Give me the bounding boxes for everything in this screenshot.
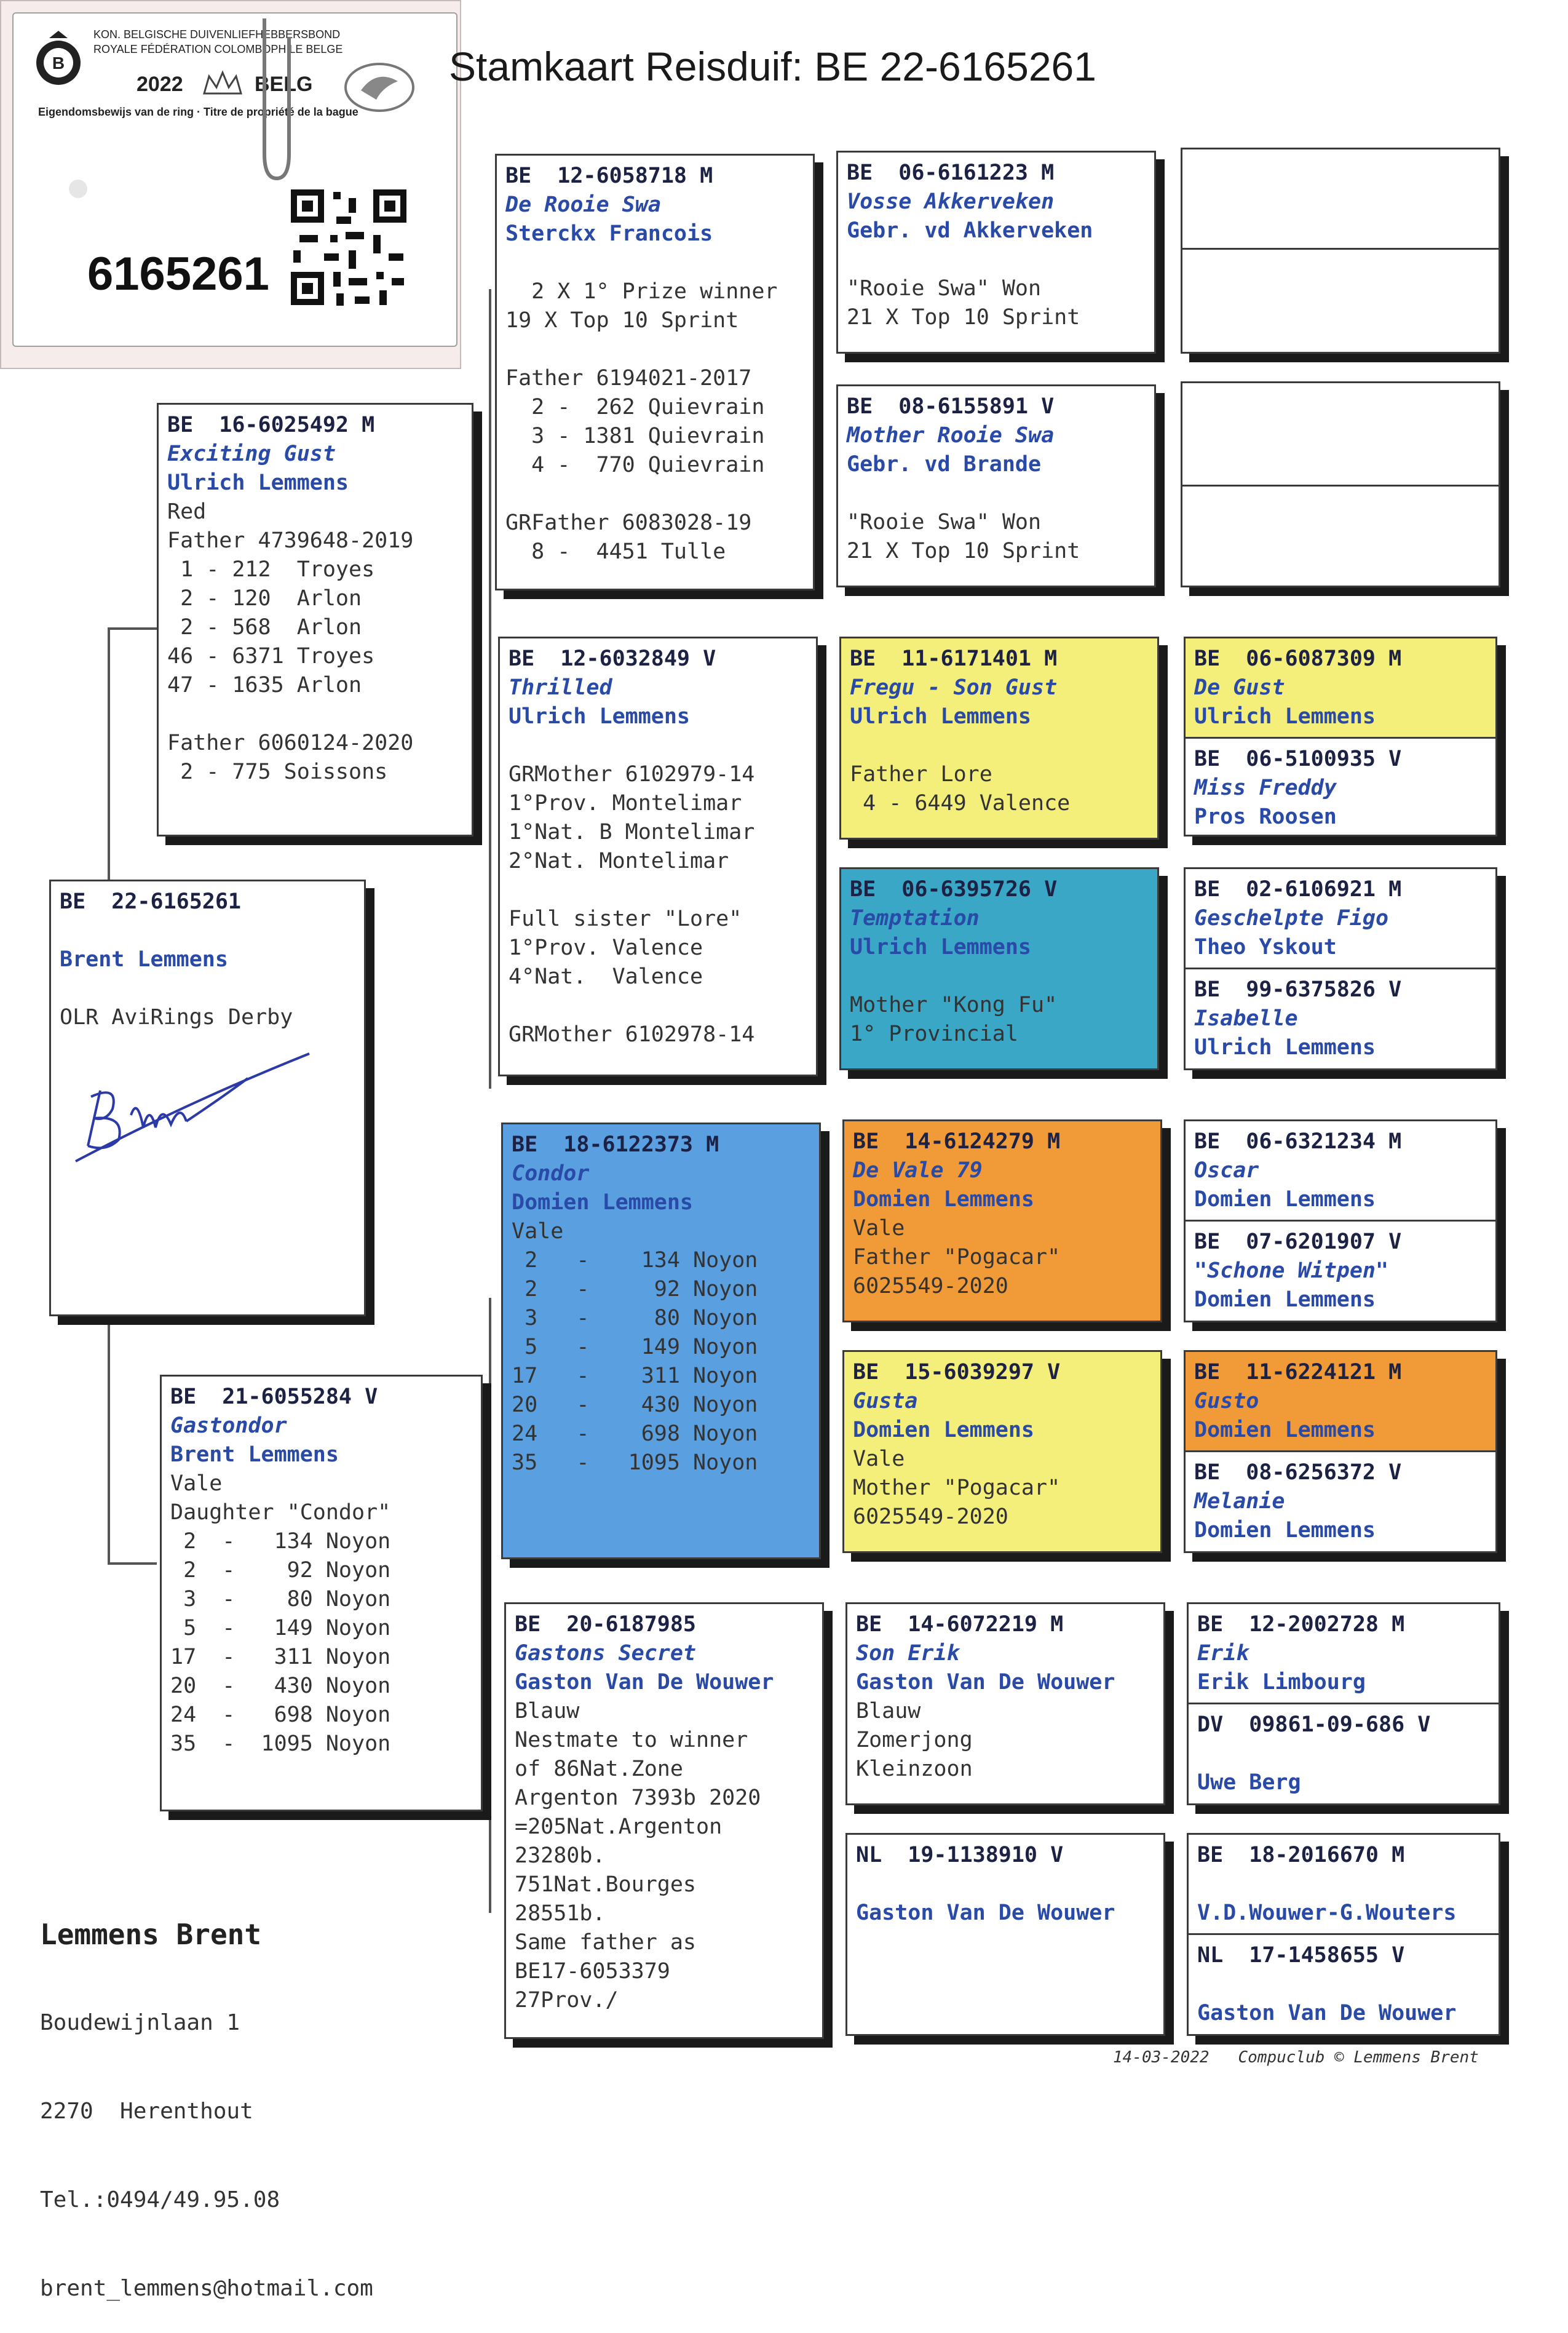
connector-sire [108, 627, 157, 630]
dam-line: 20 - 430 Noyon [170, 1674, 391, 1698]
sire-dam-card [498, 637, 818, 1076]
dam-sire-line: 3 - 80 Noyon [512, 1306, 758, 1330]
ssd-name: Mother Rooie Swa [847, 423, 1055, 448]
sire-ring: BE 16-6025492 M [167, 413, 375, 437]
ring-card [12, 12, 457, 347]
dam-sire-line: 2 - 92 Noyon [512, 1277, 758, 1302]
dam-sire-line: 24 - 698 Noyon [512, 1421, 758, 1446]
dam-line: 35 - 1095 Noyon [170, 1731, 391, 1756]
gen4-ring: DV 09861-09-686 V [1197, 1712, 1431, 1737]
gen4-breeder: Pros Roosen [1194, 805, 1337, 829]
dds-ring: BE 14-6072219 M [856, 1612, 1064, 1637]
sire-sire-line [505, 248, 804, 277]
sds-breeder: Ulrich Lemmens [850, 704, 1032, 729]
dam-sire-ring: BE 18-6122373 M [512, 1132, 719, 1157]
sds-line: Father Lore [850, 762, 992, 787]
dam-dam-card [504, 1602, 824, 2039]
sdd-breeder: Ulrich Lemmens [850, 935, 1032, 960]
sire-dam-line [509, 876, 807, 905]
ring-tag-number: 6165261 [87, 248, 269, 300]
sss-card [836, 151, 1156, 354]
gen4-name: "Schone Witpen" [1194, 1258, 1389, 1283]
gen4-ring: BE 06-6321234 M [1194, 1129, 1402, 1154]
dam-dam-line: 28551b. [515, 1901, 606, 1926]
dss-line: Father "Pogacar" [853, 1245, 1061, 1270]
sss-breeder: Gebr. vd Akkerveken [847, 218, 1093, 243]
sire-sire-line: Father 6194021-2017 [505, 366, 752, 391]
sire-dam-ring: BE 12-6032849 V [509, 646, 716, 671]
sire-line: Father 4739648-2019 [167, 528, 414, 553]
sire-sire-line: 4 - 770 Quievrain [505, 453, 765, 477]
dam-dam-line: 27Prov./ [515, 1988, 619, 2013]
sire-sire-line [505, 335, 804, 364]
gen4-ring: BE 02-6106921 M [1194, 877, 1402, 902]
gen4-ring: NL 17-1458655 V [1197, 1943, 1405, 1968]
dam-line: 2 - 92 Noyon [170, 1558, 391, 1583]
sire-sire-breeder: Sterckx Francois [505, 221, 713, 246]
gen4-card-2 [1181, 381, 1500, 587]
dds-breeder: Gaston Van De Wouwer [856, 1670, 1115, 1695]
dam-line: 17 - 311 Noyon [170, 1645, 391, 1669]
ring-country: BELG [255, 73, 313, 96]
sire-sire-name: De Rooie Swa [505, 193, 661, 217]
dam-line: 24 - 698 Noyon [170, 1703, 391, 1727]
sire-sire-ring: BE 12-6058718 M [505, 164, 713, 188]
sss-line [847, 245, 1146, 274]
sdd-ring: BE 06-6395726 V [850, 877, 1058, 902]
owner-name: Lemmens Brent [40, 1918, 262, 1951]
sdd-name: Temptation [850, 906, 980, 931]
ssd-line: "Rooie Swa" Won [847, 510, 1042, 535]
dds-card [845, 1602, 1165, 1805]
ddd-ring: NL 19-1138910 V [856, 1843, 1064, 1867]
svg-text:B: B [52, 54, 65, 73]
qr-code-icon [287, 186, 410, 309]
sdd-card [839, 867, 1159, 1070]
dam-dam-line: Same father as [515, 1930, 697, 1955]
dsd-line: Mother "Pogacar" [853, 1476, 1061, 1500]
sire-name: Exciting Gust [167, 442, 336, 466]
sire-line: 1 - 212 Troyes [167, 557, 375, 582]
dss-line: Vale [853, 1216, 905, 1241]
dam-dam-breeder: Gaston Van De Wouwer [515, 1670, 774, 1695]
property-text: Eigendomsbewijs van de ring · Titre de propriété de la bague [38, 106, 358, 118]
sire-dam-line: 1°Nat. B Montelimar [509, 820, 755, 845]
sire-dam-line: GRMother 6102978-14 [509, 1022, 755, 1047]
owner-address [40, 1861, 373, 2333]
federation-logo-icon [31, 26, 86, 93]
dam-dam-name: Gastons Secret [515, 1641, 697, 1666]
gen4-card-8 [1187, 1833, 1500, 2036]
gen4-breeder: Theo Yskout [1194, 935, 1337, 960]
dam-line: 5 - 149 Noyon [170, 1616, 391, 1640]
owner-phone: Tel.:0494/49.95.08 [40, 2187, 280, 2212]
dam-dam-line: 23280b. [515, 1843, 606, 1868]
ddd-card [845, 1833, 1165, 2036]
dam-sire-line: 35 - 1095 Noyon [512, 1450, 758, 1475]
dss-line: 6025549-2020 [853, 1274, 1008, 1298]
dam-dam-line: 751Nat.Bourges [515, 1872, 697, 1897]
gen4-name: Miss Freddy [1194, 776, 1337, 800]
gen4-name: Melanie [1194, 1489, 1285, 1514]
sire-sire-card [495, 154, 815, 590]
ssd-ring: BE 08-6155891 V [847, 394, 1055, 419]
dds-line: Blauw [856, 1699, 921, 1723]
dam-dam-line: Blauw [515, 1699, 580, 1723]
dam-sire-line: 2 - 134 Noyon [512, 1248, 758, 1273]
dsd-line: Vale [853, 1447, 905, 1471]
gen4-breeder: Domien Lemmens [1194, 1518, 1376, 1543]
sire-dam-line: 4°Nat. Valence [509, 964, 703, 989]
sire-sire-line: 2 X 1° Prize winner [505, 279, 778, 304]
gen4-name: Oscar [1194, 1158, 1259, 1183]
dsd-ring: BE 15-6039297 V [853, 1360, 1061, 1385]
gen4-ring: BE 07-6201907 V [1194, 1230, 1402, 1254]
connector-sire-parents [489, 289, 491, 1089]
footer-credit: 14-03-2022 Compuclub © Lemmens Brent [1113, 2048, 1479, 2067]
sire-sire-line [505, 480, 804, 509]
dsd-line: 6025549-2020 [853, 1504, 1008, 1529]
gen4-name: Isabelle [1194, 1006, 1298, 1031]
dam-dam-ring: BE 20-6187985 [515, 1612, 697, 1637]
gen4-breeder: Domien Lemmens [1194, 1187, 1376, 1212]
connector-dam-parents [489, 1298, 491, 1913]
sire-sire-line: 2 - 262 Quievrain [505, 395, 765, 419]
gen4-ring: BE 11-6224121 M [1194, 1360, 1402, 1385]
gen4-ring: BE 06-6087309 M [1194, 646, 1402, 671]
dam-sire-line: Vale [512, 1219, 564, 1244]
connector-dam [108, 1562, 157, 1565]
page-title: Stamkaart Reisduif: BE 22-6165261 [449, 44, 1096, 89]
dam-ring: BE 21-6055284 V [170, 1385, 378, 1409]
sire-sire-line: 8 - 4451 Tulle [505, 539, 726, 564]
gen4-ring: BE 18-2016670 M [1197, 1843, 1405, 1867]
gen4-name: Erik [1197, 1641, 1249, 1666]
dam-dam-line: BE17-6053379 [515, 1959, 670, 1984]
gen4-name: Gusto [1194, 1389, 1259, 1413]
gen4-ring: BE 06-5100935 V [1194, 747, 1402, 771]
sire-line: Father 6060124-2020 [167, 731, 414, 755]
dsd-card [842, 1350, 1162, 1553]
dam-line: 2 - 134 Noyon [170, 1529, 391, 1554]
sire-dam-name: Thrilled [509, 675, 612, 700]
dam-dam-line: =205Nat.Argenton [515, 1814, 723, 1839]
gen4-breeder: V.D.Wouwer-G.Wouters [1197, 1901, 1457, 1925]
sire-dam-line: 1°Prov. Valence [509, 936, 703, 960]
sire-dam-line: GRMother 6102979-14 [509, 762, 755, 787]
sire-line: Red [167, 499, 207, 524]
sdd-line: 1° Provincial [850, 1022, 1018, 1046]
sss-line: "Rooie Swa" Won [847, 276, 1042, 301]
owner-email: brent_lemmens@hotmail.com [40, 2276, 373, 2301]
dam-line: Daughter "Condor" [170, 1500, 391, 1525]
ssd-line [847, 479, 1146, 508]
dss-ring: BE 14-6124279 M [853, 1129, 1061, 1154]
signature-icon [63, 1041, 322, 1164]
gen4-breeder: Domien Lemmens [1194, 1418, 1376, 1442]
gen4-ring: BE 99-6375826 V [1194, 977, 1402, 1002]
gen4-ring: BE 08-6256372 V [1194, 1460, 1402, 1485]
gen4-breeder: Erik Limbourg [1197, 1670, 1366, 1695]
dam-sire-line: 5 - 149 Noyon [512, 1335, 758, 1359]
ddd-breeder: Gaston Van De Wouwer [856, 1901, 1115, 1925]
gen4-card-5 [1184, 1119, 1497, 1322]
ring-year: 2022 [137, 73, 183, 96]
gen4-breeder: Gaston Van De Wouwer [1197, 2001, 1457, 2025]
sire-dam-line [509, 731, 807, 760]
gen4-card-6 [1184, 1350, 1497, 1553]
ssd-breeder: Gebr. vd Brande [847, 452, 1042, 477]
dam-sire-name: Condor [512, 1161, 590, 1186]
pigeon-note: OLR AviRings Derby [60, 1005, 293, 1030]
sire-dam-line: 1°Prov. Montelimar [509, 791, 742, 816]
sds-line [850, 731, 1149, 760]
dam-sire-card [501, 1123, 821, 1559]
sire-sire-line: GRFather 6083028-19 [505, 511, 752, 535]
pigeon-card [49, 880, 366, 1316]
sss-line: 21 X Top 10 Sprint [847, 305, 1080, 330]
dds-line: Zomerjong [856, 1728, 973, 1752]
federation-line2: ROYALE FÉDÉRATION COLOMBOPHILE BELGE [93, 43, 343, 55]
dss-name: De Vale 79 [853, 1158, 983, 1183]
gen4-card-7 [1187, 1602, 1500, 1805]
dam-sire-breeder: Domien Lemmens [512, 1190, 694, 1215]
sire-line: 2 - 775 Soissons [167, 760, 388, 784]
dam-name: Gastondor [170, 1413, 287, 1438]
sire-dam-line [509, 992, 807, 1020]
sds-name: Fregu - Son Gust [850, 675, 1058, 700]
dsd-breeder: Domien Lemmens [853, 1418, 1035, 1442]
ssd-card [836, 384, 1156, 587]
gen4-breeder: Domien Lemmens [1194, 1287, 1376, 1312]
sss-name: Vosse Akkerveken [847, 189, 1055, 214]
dam-line: Vale [170, 1471, 223, 1496]
dam-sire-line: 17 - 311 Noyon [512, 1364, 758, 1388]
sdd-line [850, 962, 1149, 991]
owner-street: Boudewijnlaan 1 [40, 2010, 240, 2035]
federation-line1: KON. BELGISCHE DUIVENLIEFHEBBERSBOND [93, 28, 341, 41]
gen4-card-3 [1184, 637, 1497, 837]
gen4-breeder: Uwe Berg [1197, 1770, 1301, 1795]
sire-line: 2 - 568 Arlon [167, 615, 362, 640]
sire-line [167, 700, 463, 729]
sire-dam-breeder: Ulrich Lemmens [509, 704, 691, 729]
dam-sire-line: 20 - 430 Noyon [512, 1393, 758, 1417]
gen4-card-1 [1181, 148, 1500, 354]
sire-line: 46 - 6371 Troyes [167, 644, 375, 669]
owner-city: 2270 Herenthout [40, 2099, 253, 2124]
gen4-breeder: Ulrich Lemmens [1194, 704, 1376, 729]
sire-sire-line: 19 X Top 10 Sprint [505, 308, 739, 333]
gen4-name: Geschelpte Figo [1194, 906, 1389, 931]
sire-sire-line: 3 - 1381 Quievrain [505, 424, 765, 448]
sire-dam-line: Full sister "Lore" [509, 907, 742, 931]
sire-line: 2 - 120 Arlon [167, 586, 362, 611]
pigeon-name: Brent Lemmens [60, 947, 228, 972]
paperclip-icon [240, 12, 295, 191]
gen4-breeder: Ulrich Lemmens [1194, 1035, 1376, 1060]
dam-dam-line: Nestmate to winner [515, 1728, 748, 1752]
dsd-name: Gusta [853, 1389, 918, 1413]
dam-card [160, 1375, 483, 1811]
dam-dam-line: of 86Nat.Zone [515, 1757, 683, 1781]
dam-breeder: Brent Lemmens [170, 1442, 339, 1467]
ssd-line: 21 X Top 10 Sprint [847, 539, 1080, 563]
gen4-name: De Gust [1194, 675, 1285, 700]
sire-line: 47 - 1635 Arlon [167, 673, 362, 698]
pigeon-ring: BE 22-6165261 [60, 889, 242, 914]
tag-hole [69, 180, 87, 198]
sire-breeder: Ulrich Lemmens [167, 471, 349, 495]
sire-dam-line: 2°Nat. Montelimar [509, 849, 729, 873]
dam-dam-line: Argenton 7393b 2020 [515, 1786, 761, 1810]
sire-card [157, 403, 473, 837]
gen4-ring: BE 12-2002728 M [1197, 1612, 1405, 1637]
sds-card [839, 637, 1159, 840]
dds-name: Son Erik [856, 1641, 960, 1666]
dss-card [842, 1119, 1162, 1322]
sds-ring: BE 11-6171401 M [850, 646, 1058, 671]
sds-line: 4 - 6449 Valence [850, 791, 1071, 816]
sss-ring: BE 06-6161223 M [847, 161, 1055, 185]
dam-line: 3 - 80 Noyon [170, 1587, 391, 1612]
ring-tag [0, 0, 461, 369]
gen4-card-4 [1184, 867, 1497, 1070]
sdd-line: Mother "Kong Fu" [850, 993, 1058, 1017]
dds-line: Kleinzoon [856, 1757, 973, 1781]
dss-breeder: Domien Lemmens [853, 1187, 1035, 1212]
